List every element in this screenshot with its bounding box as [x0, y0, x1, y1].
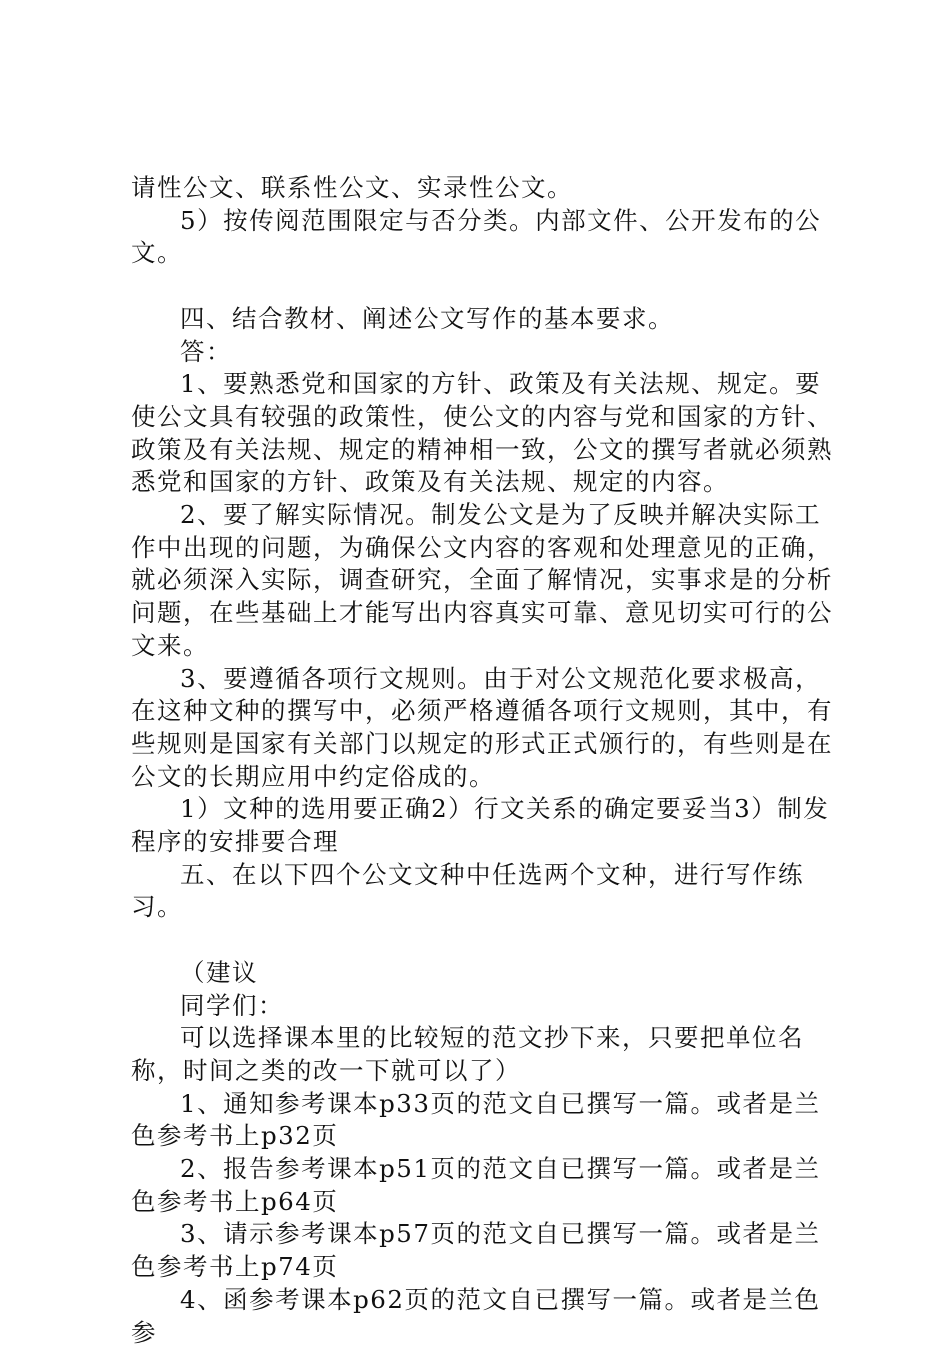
document-body	[131, 172, 846, 1349]
paragraph: 1）文种的选用要正确2）行文关系的确定要妥当3）制发程序的安排要合理	[131, 794, 830, 857]
paragraph: 同学们：	[180, 990, 284, 1020]
paragraph: 请性公文、联系性公文、实录性公文。	[131, 173, 573, 202]
paragraph: （建议	[180, 957, 258, 987]
paragraph: 3、要遵循各项行文规则。由于对公文规范化要求极高，在这种文种的撰写中，必须严格遵循各项行文规则，其中，有些规则是国家有关部门以规定的形式正式颁行的，有些则是在公文的长期应用中约定俗成的。	[131, 663, 833, 791]
paragraph: 可以选择课本里的比较短的范文抄下来，只要把单位名称，时间之类的改一下就可以了）	[131, 1023, 804, 1085]
section-heading: 四、结合教材、阐述公文写作的基本要求。	[180, 303, 674, 333]
paragraph: 2、要了解实际情况。制发公文是为了反映并解决实际工作中出现的问题，为确保公文内容的客观和处理意见的正确，就必须深入实际，调查研究，全面了解情况，实事求是的分析问题，在些基础上才能写出内容真实可靠、意见切实可行的公文来。	[131, 500, 833, 660]
paragraph: 1、要熟悉党和国家的方针、政策及有关法规、规定。要使公文具有较强的政策性，使公文的内容与党和国家的方针、政策及有关法规、规定的精神相一致，公文的撰写者就必须熟悉党和国家的方针、政策及有关法规、规定的内容。	[131, 369, 833, 497]
paragraph: 5）按传阅范围限定与否分类。内部文件、公开发布的公文。	[131, 205, 822, 268]
paragraph: 4、函参考课本p62页的范文自已撰写一篇。或者是兰色参	[131, 1284, 821, 1347]
answer-label: 答：	[180, 336, 232, 366]
paragraph: 2、报告参考课本p51页的范文自已撰写一篇。或者是兰色参考书上p64页	[131, 1154, 821, 1216]
section-heading: 五、在以下四个公文文种中任选两个文种，进行写作练习。	[131, 859, 804, 922]
paragraph: 3、请示参考课本p57页的范文自已撰写一篇。或者是兰色参考书上p74页	[131, 1219, 821, 1282]
blank-line	[131, 270, 846, 303]
blank-line	[131, 924, 846, 957]
paragraph: 1、通知参考课本p33页的范文自已撰写一篇。或者是兰色参考书上p32页	[131, 1088, 821, 1151]
